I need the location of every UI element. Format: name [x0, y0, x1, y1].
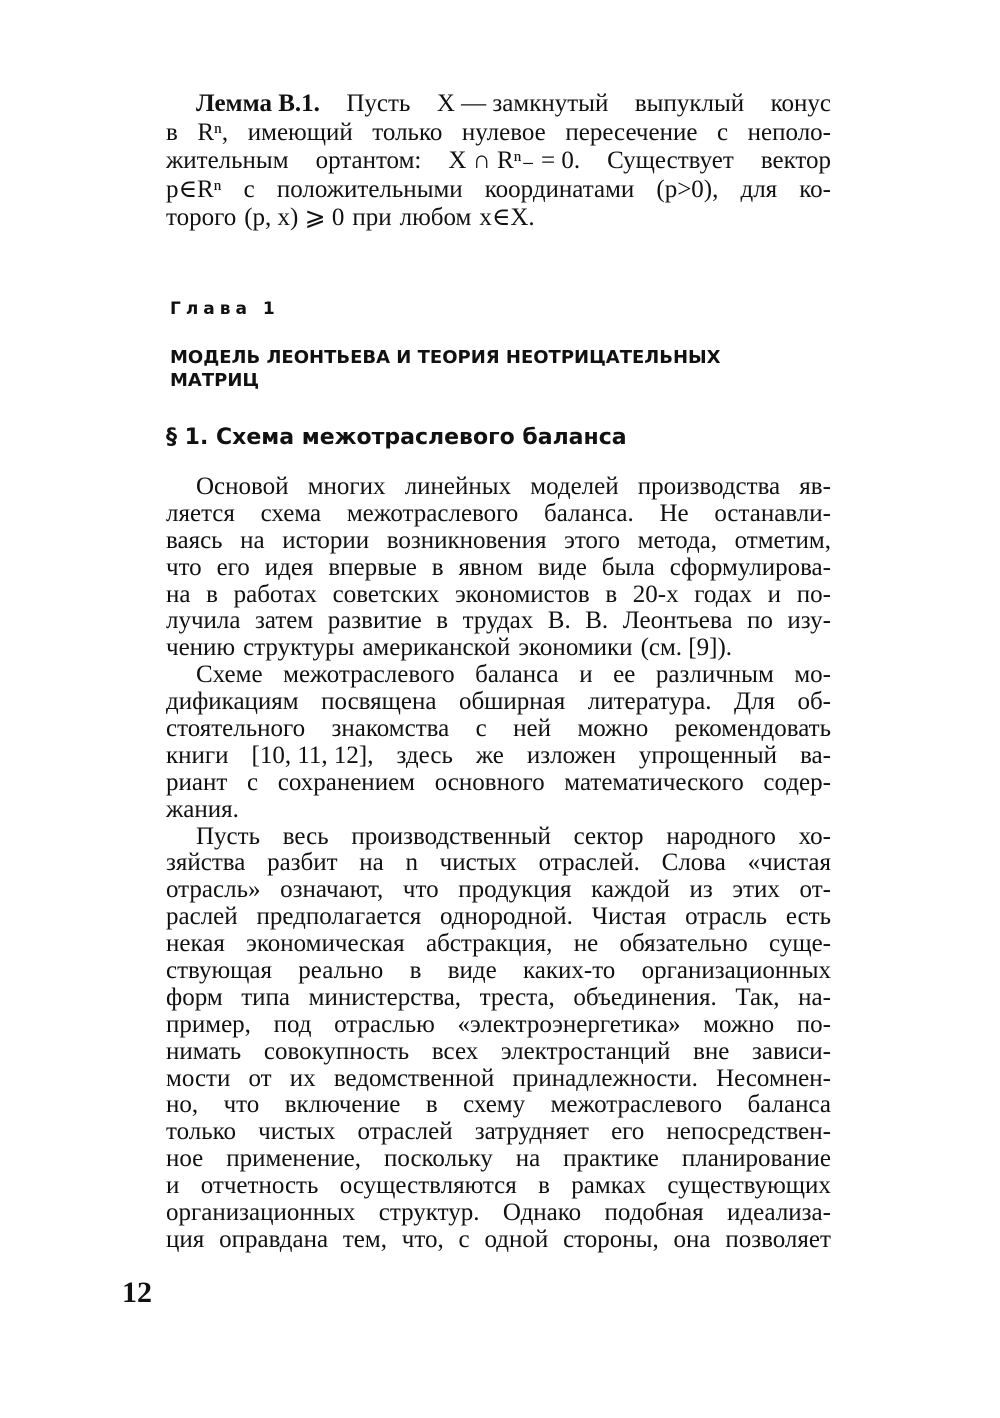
word: развитие — [327, 607, 422, 635]
word: экономики — [518, 634, 633, 662]
word: министерства, — [308, 983, 462, 1011]
word: явном — [458, 553, 523, 581]
lemma-heading: Лемма В.1. — [196, 90, 320, 117]
word: из — [689, 876, 713, 904]
word: рамках — [571, 1172, 647, 1200]
word: продукция — [458, 876, 572, 904]
word: есть — [785, 903, 831, 931]
body-line — [166, 1066, 831, 1093]
word: ствующая — [166, 957, 272, 985]
word: только — [372, 118, 443, 146]
word: обширная — [458, 688, 566, 716]
word: ваясь — [166, 526, 223, 554]
word: в — [206, 580, 218, 608]
word: зависи- — [752, 1037, 831, 1065]
body-line — [166, 582, 831, 609]
word: ляется — [166, 499, 235, 527]
word: Rⁿ, — [197, 118, 229, 146]
word: что — [223, 1091, 260, 1119]
body-line — [166, 958, 831, 985]
word: в — [166, 118, 178, 146]
word: практике — [563, 1145, 659, 1173]
word: Несомнен- — [716, 1064, 831, 1092]
word: (см. [9]). — [640, 634, 733, 662]
word: и — [166, 1172, 180, 1200]
word: на — [359, 849, 384, 877]
word: дификациям — [166, 688, 299, 716]
word: выпуклый — [634, 90, 745, 117]
word: совокупность — [263, 1037, 410, 1065]
word: Схеме — [196, 661, 263, 689]
word: многих — [307, 473, 386, 500]
word: позволяет — [725, 1225, 831, 1253]
word: пересечение — [565, 118, 698, 146]
word: по- — [796, 580, 831, 608]
word: мости — [166, 1064, 231, 1092]
lemma-line — [166, 147, 831, 176]
word: линейных — [404, 473, 512, 500]
word: стоятельного — [166, 715, 306, 743]
body-line — [166, 850, 831, 877]
word: не — [573, 930, 599, 958]
word: от — [248, 1064, 272, 1092]
word: [10, 11, 12], — [251, 741, 374, 769]
word: моделей — [530, 473, 619, 500]
word: В. — [585, 607, 609, 635]
word: отметим, — [734, 526, 831, 554]
word: с — [717, 118, 729, 146]
word: под — [273, 1010, 312, 1038]
word: чистых — [439, 849, 517, 877]
word: планирование — [681, 1145, 831, 1173]
word: p∈Rⁿ — [166, 175, 222, 203]
word: ней — [513, 715, 552, 743]
word: по — [746, 607, 773, 635]
word: зяйства — [166, 849, 246, 877]
word: тем, — [342, 1225, 387, 1253]
word: идея — [264, 553, 314, 581]
word: ко- — [799, 175, 831, 203]
word: на — [515, 1145, 541, 1173]
word: производства — [637, 473, 781, 500]
word: применение, — [226, 1145, 361, 1173]
word: (p>0), — [656, 175, 719, 203]
word: от- — [799, 876, 831, 904]
word: реально — [298, 957, 384, 985]
word: на — [240, 526, 265, 554]
word: что — [166, 553, 202, 581]
word: поскольку — [383, 1145, 493, 1173]
body-line — [166, 716, 831, 743]
word: Однако — [502, 1199, 582, 1227]
word: в — [605, 580, 618, 608]
word: (p, x) ⩾ 0 — [244, 204, 345, 231]
word: она — [673, 1225, 711, 1253]
word: весь — [282, 822, 329, 850]
word: народного — [666, 822, 776, 850]
word: этих — [732, 876, 780, 904]
body-line — [166, 662, 831, 689]
word: что — [402, 876, 439, 904]
body-line — [166, 528, 831, 555]
word: книги — [166, 741, 229, 769]
word: суще- — [769, 930, 831, 958]
word: раслей — [166, 903, 238, 931]
word: содер- — [763, 768, 831, 796]
word: обязательно — [619, 930, 748, 958]
word: межотраслевого — [346, 499, 519, 527]
word: в — [436, 607, 449, 635]
word: в — [409, 957, 422, 985]
word: типа — [241, 983, 291, 1011]
word: жания. — [166, 795, 239, 823]
body-text — [166, 474, 831, 1254]
word: знакомства — [331, 715, 450, 743]
body-line — [166, 1039, 831, 1066]
body-line — [166, 555, 831, 582]
word: риант — [166, 768, 228, 796]
word: разбит — [267, 849, 338, 877]
body-line — [166, 743, 831, 770]
word: годах — [694, 580, 753, 608]
word: виде — [537, 553, 587, 581]
word: Пусть — [196, 822, 260, 850]
word: с — [246, 768, 259, 796]
lemma-line — [166, 176, 831, 205]
word: чению — [166, 634, 236, 662]
body-line — [166, 877, 831, 904]
word: каких-то — [522, 957, 616, 985]
word: объединения. — [573, 983, 717, 1011]
chapter-title: МОДЕЛЬ ЛЕОНТЬЕВА И ТЕОРИЯ НЕОТРИЦАТЕЛЬНЫХ МАТРИЦ — [170, 347, 721, 391]
word: n — [405, 849, 418, 877]
word: затрудняет — [474, 1118, 589, 1146]
word: ведомственной — [333, 1064, 495, 1092]
word: но, — [166, 1091, 199, 1119]
word: «электроэнергетика» — [457, 1010, 681, 1038]
word: работах — [233, 580, 317, 608]
word: идеализа- — [727, 1199, 831, 1227]
body-line — [166, 1092, 831, 1119]
word: сформулирова- — [669, 553, 831, 581]
word: экономистов — [454, 580, 590, 608]
word: отчетность — [200, 1172, 319, 1200]
word: схема — [260, 499, 322, 527]
word: организационных — [166, 1199, 356, 1227]
word: при — [352, 204, 392, 231]
word: возникновения — [386, 526, 547, 554]
word: X — замкнутый — [436, 90, 609, 117]
word: организационных — [641, 957, 831, 985]
body-line — [166, 1173, 831, 1200]
word: вне — [693, 1037, 730, 1065]
body-line — [166, 635, 831, 662]
word: виде — [447, 957, 497, 985]
word: была — [601, 553, 655, 581]
word: же — [475, 741, 504, 769]
word: треста, — [479, 983, 555, 1011]
word: конус — [770, 90, 831, 117]
lemma-line — [166, 204, 831, 233]
word: жительным — [166, 147, 289, 174]
word: литература. — [587, 688, 712, 716]
word: вектор — [760, 147, 831, 174]
word: изу- — [787, 607, 831, 635]
word: затем — [255, 607, 314, 635]
word: Чистая — [591, 903, 667, 931]
word: одной — [484, 1225, 549, 1253]
word: сектор — [573, 822, 644, 850]
word: в — [431, 553, 444, 581]
body-line — [166, 1012, 831, 1039]
word: баланса. — [544, 499, 634, 527]
word: посвящена — [321, 688, 437, 716]
word: для — [740, 175, 778, 203]
word: по- — [796, 1010, 831, 1038]
word: только — [166, 1118, 237, 1146]
word: на- — [798, 983, 831, 1011]
word: яв- — [799, 473, 831, 500]
word: в — [538, 1172, 550, 1200]
body-line — [166, 824, 831, 851]
word: и — [579, 661, 593, 689]
word: останавли- — [714, 499, 831, 527]
body-line — [166, 1146, 831, 1173]
body-line — [166, 904, 831, 931]
lemma-paragraph — [166, 90, 831, 233]
word: в — [425, 1091, 438, 1119]
word: Слова — [661, 849, 726, 877]
body-line — [166, 689, 831, 716]
word: межотраслевого — [550, 1091, 723, 1119]
word: отраслью — [334, 1010, 435, 1038]
word: с — [243, 175, 255, 203]
word: баланса — [747, 1091, 831, 1119]
word: его — [216, 553, 250, 581]
word: форм — [166, 983, 223, 1011]
word: хо- — [798, 822, 831, 850]
word: впервые — [328, 553, 417, 581]
word: чистых — [258, 1118, 336, 1146]
word: торого — [166, 204, 237, 231]
body-line — [166, 1200, 831, 1227]
word: этого — [564, 526, 621, 554]
word: означают, — [280, 876, 384, 904]
word: основного — [434, 768, 545, 796]
word: с — [458, 1225, 470, 1253]
word: отрасль — [685, 903, 768, 931]
word: ее — [613, 661, 636, 689]
body-line — [166, 501, 831, 528]
word: положительными — [276, 175, 463, 203]
word: 20-х — [632, 580, 679, 608]
word: сохранением — [277, 768, 415, 796]
word: координатами — [484, 175, 635, 203]
body-line — [166, 1227, 831, 1254]
word: любом — [399, 204, 472, 231]
word: его — [611, 1118, 645, 1146]
word: Для — [733, 688, 775, 716]
word: каждой — [591, 876, 670, 904]
word: схему — [463, 1091, 526, 1119]
body-line — [166, 931, 831, 958]
word: можно — [577, 715, 649, 743]
word: межотраслевого — [283, 661, 455, 689]
word: Леонтьева — [622, 607, 733, 635]
word: производственный — [351, 822, 551, 850]
word: об- — [797, 688, 831, 716]
body-line — [166, 770, 831, 797]
word: экономическая — [246, 930, 405, 958]
body-line — [166, 608, 831, 635]
word: баланса — [475, 661, 559, 689]
word: Существует — [607, 147, 734, 174]
word: x∈X. — [479, 204, 535, 231]
word: структур. — [378, 1199, 480, 1227]
word: неполо- — [747, 118, 831, 146]
word: упрощенный — [638, 741, 778, 769]
word: отраслей. — [538, 849, 640, 877]
page-number: 12 — [122, 1276, 152, 1309]
word: В. — [547, 607, 571, 635]
word: стороны, — [563, 1225, 659, 1253]
word: с — [475, 715, 487, 743]
word: X ∩ Rⁿ₋ = 0. — [448, 147, 581, 174]
body-line — [166, 797, 831, 824]
word: их — [289, 1064, 316, 1092]
section-title: § 1. Схема межотраслевого баланса — [166, 425, 627, 450]
word: мо- — [794, 661, 831, 689]
word: что, — [401, 1225, 444, 1253]
word: ортантом: — [315, 147, 422, 174]
word: отрасль» — [166, 876, 261, 904]
lemma-line — [166, 90, 831, 119]
chapter-label: Глава 1 — [170, 299, 280, 319]
word: осуществляются — [339, 1172, 517, 1200]
word: отраслей — [357, 1118, 453, 1146]
word: включение — [284, 1091, 401, 1119]
word: ва- — [800, 741, 831, 769]
word: советских — [332, 580, 440, 608]
word: принадлежности. — [512, 1064, 698, 1092]
word: трудах — [462, 607, 534, 635]
word: метода, — [637, 526, 718, 554]
word: электростанций — [500, 1037, 671, 1065]
word: непосредствен- — [666, 1118, 831, 1146]
word: можно — [703, 1010, 775, 1038]
word: подобная — [604, 1199, 704, 1227]
word: ное — [166, 1145, 204, 1173]
body-line — [166, 1119, 831, 1146]
word: существующих — [667, 1172, 831, 1200]
word: имеющий — [247, 118, 353, 146]
word: ция — [166, 1225, 205, 1253]
word: абстракция, — [425, 930, 553, 958]
word: всех — [431, 1037, 479, 1065]
word: Не — [659, 499, 689, 527]
word: здесь — [396, 741, 453, 769]
body-line — [166, 985, 831, 1012]
word: различным — [655, 661, 774, 689]
body-line — [166, 474, 831, 501]
word: «чистая — [747, 849, 831, 877]
word: нимать — [166, 1037, 242, 1065]
word: истории — [282, 526, 370, 554]
word: американской — [362, 634, 511, 662]
word: однородной. — [440, 903, 573, 931]
word: изложен — [526, 741, 616, 769]
word: Так, — [735, 983, 780, 1011]
word: Пусть — [346, 90, 411, 117]
word: Основой — [196, 473, 289, 500]
word: пример, — [166, 1010, 251, 1038]
word: математического — [564, 768, 744, 796]
word: нулевое — [461, 118, 546, 146]
word: некая — [166, 930, 225, 958]
word: предполагается — [256, 903, 422, 931]
word: и — [767, 580, 782, 608]
word: на — [166, 580, 191, 608]
word: оправдана — [219, 1225, 329, 1253]
word: структуры — [243, 634, 355, 662]
lemma-line — [166, 119, 831, 148]
word: рекомендовать — [674, 715, 831, 743]
word: лучила — [166, 607, 241, 635]
